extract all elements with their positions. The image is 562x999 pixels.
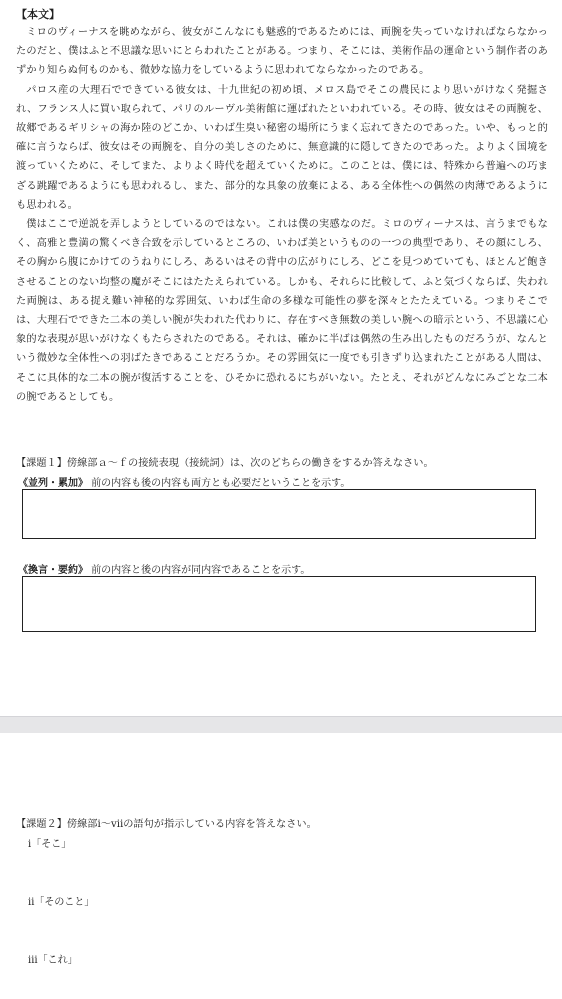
page-divider xyxy=(0,716,562,734)
paragraph-3: 僕はここで逆説を弄しようとしているのではない。これは僕の実感なのだ。ミロのヴィーナスは、言うまでもなく、高雅と豊満の驚くべき合致を示しているところの、いわば美というものの一つの典型であり、その顔にしろ、その胸から腹にかけてのうねりにしろ、あるいはその背中の広がりにしろ、どこを見つめていても、ほとんど飽きさせることのない均整の魔がそこにはたたえられている。しかも、それらに比較して、ふと気づくならば、失われた両腕は、ある捉え難い神秘的な雰囲気、いわば生命の多様な可能性の夢を深々とたたえている。つまりそこでは、大理石でできた二本の美しい腕が失われた代わりに、存在すべき無数の美しい腕への暗示という、不思議に心象的な表現が思いがけなくもたらされたのである。それは、確かに半ばは偶然の生み出したものだろうが、なんという微妙な全体性への羽ばたきであることだろうか。その雰囲気に一度でも引きずり込まれたことがある人間は、そこに具体的な二本の腕が復活することを、ひそかに恐れるにちがいない。たとえ、それがどんなにみごとな二本の腕であるとしても。 xyxy=(16,219,548,403)
paragraph-2: パロス産の大理石でできている彼女は、十九世紀の初め頃、メロス島でそこの農民により思いがけなく発掘され、フランス人に買い取られて、パリのルーヴル美術館に運ばれたといわれている。その時、彼女はその両腕を、故郷であるギリシャの海か陸のどこか、いわば生臭い秘密の場所にうまく忘れてきたのであった。いや、もっと的確に言うならば、彼女はその両腕を、自分の美しさのために、無意識的に隠してきたのであった。よりよく国境を渡っていくために、そしてまた、よりよく時代を超えていくために。このことは、僕には、特殊から普遍への巧まざる跳躍であるようにも思われるし、また、部分的な具象の放棄による、ある全体性への偶然の肉薄であるようにも思われる。 xyxy=(16,84,548,211)
option-a xyxy=(18,474,350,489)
option-a-desc: 前の内容も後の内容も両方とも必要だということを示す。 xyxy=(91,478,351,489)
answer-box-parallel[interactable] xyxy=(22,489,536,539)
task1-prompt: 【課題１】傍線部ａ～ｆの接続表現（接続詞）は、次のどちらの働きをするか答えなさい。 xyxy=(16,458,434,469)
answer-box-summary[interactable] xyxy=(22,576,536,632)
option-b xyxy=(18,561,310,576)
section-heading: 【本文】 xyxy=(16,8,60,21)
paragraph-1: ミロのヴィーナスを眺めながら、彼女がこんなにも魅惑的であるためには、両腕を失っていなければならなかったのだと、僕はふと不思議な思いにとらわれたことがある。つまり、そこには、美術作品の運命という制作者のあずかり知らぬ何ものかも、微妙な協力をしているように思われてならなかったのである。 xyxy=(16,27,548,77)
task2-item-2: ⅱ「そのこと」 xyxy=(28,897,95,908)
task2-item-1: ⅰ「そこ」 xyxy=(28,839,72,850)
option-a-label: 《並列・累加》 xyxy=(18,478,88,489)
option-b-desc: 前の内容と後の内容が同内容であることを示す。 xyxy=(91,565,311,576)
task2-item-3: ⅲ「これ」 xyxy=(28,955,78,966)
task2-prompt: 【課題２】傍線部ⅰ～ⅶの語句が指示している内容を答えなさい。 xyxy=(16,819,317,830)
option-b-label: 《換言・要約》 xyxy=(18,565,88,576)
worksheet-page-2 xyxy=(0,733,562,999)
main-text xyxy=(16,23,548,407)
